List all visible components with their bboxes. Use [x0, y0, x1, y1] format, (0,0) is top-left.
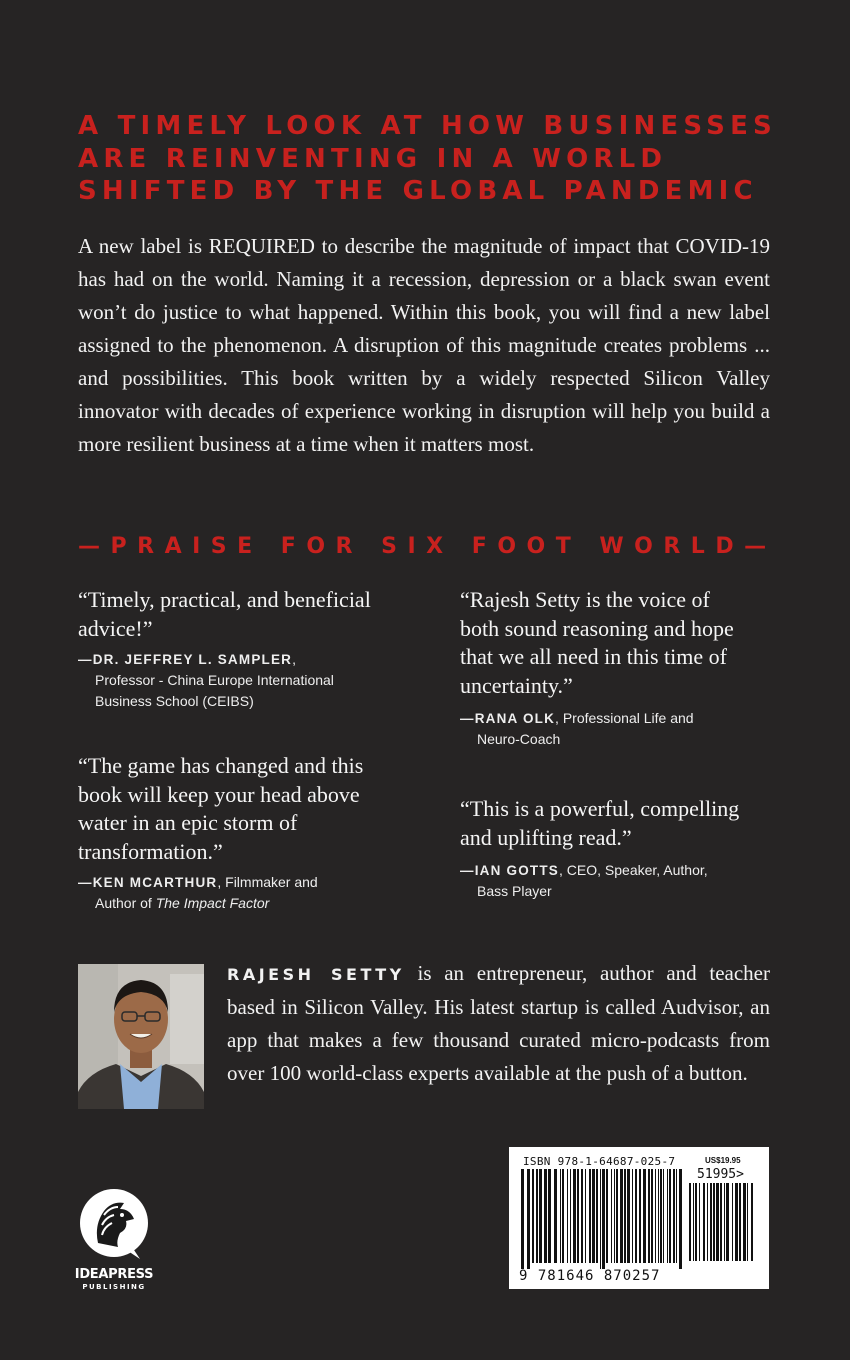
barcode-bar: [567, 1169, 568, 1263]
attribution-name: IAN GOTTS: [474, 863, 560, 878]
barcode-bar: [592, 1169, 595, 1263]
barcode-bar: [527, 1169, 530, 1269]
barcode-bar: [544, 1169, 547, 1263]
quote-text: “This is a powerful, compelling and uplifting read.”: [460, 796, 740, 850]
barcode-bar: [589, 1169, 591, 1263]
barcode-bar: [536, 1169, 538, 1263]
barcode-bar: [716, 1183, 719, 1261]
barcode-bar: [720, 1183, 722, 1261]
barcode-bar: [548, 1169, 551, 1263]
barcode-bar: [600, 1169, 601, 1269]
barcode-bar: [570, 1169, 571, 1263]
attribution-name: KEN MCARTHUR: [92, 875, 218, 890]
barcode-bar: [639, 1169, 641, 1263]
quote-text: “Timely, practical, and beneficial advice!”: [78, 587, 371, 641]
publisher-name: IDEAPRESS: [74, 1267, 154, 1282]
praise-quote-olk: [460, 586, 750, 750]
barcode-bar: [632, 1169, 633, 1263]
author-photo: [78, 964, 204, 1109]
barcode-bar: [611, 1169, 612, 1263]
barcode-bar: [667, 1169, 668, 1263]
barcode-bar: [747, 1183, 748, 1261]
headline-line-3: SHIFTED BY THE GLOBAL PANDEMIC: [78, 176, 758, 206]
barcode-price: US$19.95: [705, 1156, 741, 1165]
barcode-price-code: 51995>: [697, 1167, 744, 1182]
barcode-bar: [658, 1169, 659, 1263]
barcode-bar: [614, 1169, 615, 1263]
barcode-bar: [663, 1169, 664, 1263]
barcode-bar: [643, 1169, 646, 1263]
barcode-bar: [676, 1169, 677, 1263]
barcode-bar: [751, 1183, 753, 1261]
author-portrait-icon: [78, 964, 204, 1109]
barcode-bar: [596, 1169, 598, 1263]
barcode-bar: [726, 1183, 729, 1261]
barcode-addon-bars-icon: [689, 1183, 755, 1267]
attribution-dash: —: [78, 875, 93, 890]
barcode-bar: [724, 1183, 725, 1261]
barcode-bar: [616, 1169, 618, 1263]
attribution-separator: ,: [292, 651, 297, 667]
barcode-bar: [573, 1169, 576, 1263]
attribution-dash: —: [460, 863, 475, 878]
attribution-role-line-2: Bass Player: [477, 883, 552, 899]
barcode-bar: [732, 1183, 733, 1261]
barcode-bar: [585, 1169, 586, 1263]
barcode-bar: [679, 1169, 682, 1269]
barcode-bar: [703, 1183, 705, 1261]
barcode-bar: [735, 1183, 738, 1261]
author-bio: [227, 957, 770, 1090]
isbn-label: ISBN 978-1-64687-025-7: [523, 1155, 676, 1168]
barcode-bar: [521, 1169, 524, 1269]
quote-attribution: [78, 872, 378, 914]
praise-quote-gotts: [460, 795, 760, 902]
quote-attribution: [78, 649, 378, 712]
barcode-bar: [713, 1183, 715, 1261]
barcode-bar: [695, 1183, 697, 1261]
barcode-bar: [710, 1183, 712, 1261]
attribution-role-prefix: Author of: [95, 895, 156, 911]
attribution-role: Filmmaker and: [225, 874, 318, 890]
barcode-bar: [581, 1169, 583, 1263]
barcode-bar: [743, 1183, 746, 1261]
author-bio-text: is an entrepreneur, author and teacher based in Silicon Valley. His latest startup is called Audvisor, an app that makes a few thousand curated micro-podcasts from over 100 world-class experts available at the push of a button.: [227, 961, 770, 1085]
publisher-logo: [74, 1185, 154, 1295]
headline: [78, 110, 798, 208]
barcode-bar: [693, 1183, 694, 1261]
attribution-role: CEO, Speaker, Author,: [566, 862, 708, 878]
attribution-dash: —: [78, 652, 93, 667]
barcode-bar: [689, 1183, 691, 1261]
barcode-bar: [707, 1183, 708, 1261]
attribution-separator: ,: [217, 874, 222, 890]
barcode-bar: [627, 1169, 630, 1263]
attribution-role: Professional Life and: [562, 710, 694, 726]
barcode-bar: [577, 1169, 579, 1263]
attribution-role-line-2: Neuro-Coach: [477, 731, 561, 747]
attribution-separator: ,: [555, 710, 559, 726]
barcode-bar: [651, 1169, 653, 1263]
barcode-bar: [620, 1169, 623, 1263]
barcode-bars-icon: [521, 1169, 683, 1269]
quote-text: “The game has changed and this book will keep your head above water in an epic storm of transformation.”: [78, 753, 364, 864]
attribution-role-line-2: [78, 893, 378, 914]
attribution-name: RANA OLK: [474, 711, 556, 726]
praise-section-title: —PRAISE FOR SIX FOOT WORLD—: [78, 534, 777, 559]
barcode-bar: [554, 1169, 557, 1263]
barcode-bar: [669, 1169, 671, 1263]
quote-text: “Rajesh Setty is the voice of both sound reasoning and hope that we all need in this time of uncertainty.”: [460, 587, 734, 698]
barcode-bar: [560, 1169, 561, 1263]
barcode-bar: [624, 1169, 626, 1263]
barcode-bar: [739, 1183, 741, 1261]
attribution-separator: ,: [559, 862, 563, 878]
barcode-bar: [655, 1169, 656, 1263]
barcode-bar: [539, 1169, 542, 1263]
headline-line-2: ARE REINVENTING IN A WORLD: [78, 143, 668, 174]
quote-attribution: [460, 708, 750, 750]
barcode-bar: [602, 1169, 605, 1269]
quote-attribution: [460, 860, 760, 902]
author-name: RAJESH SETTY: [227, 965, 405, 984]
barcode-bar: [648, 1169, 650, 1263]
attribution-name: DR. JEFFREY L. SAMPLER: [92, 652, 293, 667]
book-description: A new label is REQUIRED to describe the magnitude of impact that COVID-19 has had on the world. Naming it a recession, depression or a black swan event won’t do justice to what happened. Within this book, you will find a new label assigned to the phenomenon. A disruption of this magnitude creates problems ... and possibilities. This book written by a widely respected Silicon Valley innovator with decades of experience working in disruption will help you build a more resilient business at a time when it matters most.: [78, 234, 770, 456]
attribution-role: Professor - China Europe International Business School (CEIBS): [95, 672, 334, 709]
praise-quote-mcarthur: [78, 752, 378, 914]
barcode-bar: [660, 1169, 662, 1263]
attribution-book-title: The Impact Factor: [155, 895, 270, 911]
publisher-subtitle: PUBLISHING: [82, 1283, 146, 1291]
attribution-dash: —: [460, 711, 475, 726]
praise-quote-sampler: [78, 586, 378, 712]
barcode-bar: [606, 1169, 608, 1263]
headline-line-1: A TIMELY LOOK AT HOW BUSINESSES: [78, 111, 777, 141]
horse-head-icon: [74, 1185, 154, 1265]
barcode-bar: [699, 1183, 700, 1261]
barcode-bar: [562, 1169, 564, 1263]
barcode-bar: [673, 1169, 675, 1263]
barcode-bar: [635, 1169, 637, 1263]
barcode-bar: [532, 1169, 534, 1263]
barcode-digits: 9 781646 870257: [519, 1268, 661, 1284]
isbn-barcode: [509, 1147, 769, 1289]
